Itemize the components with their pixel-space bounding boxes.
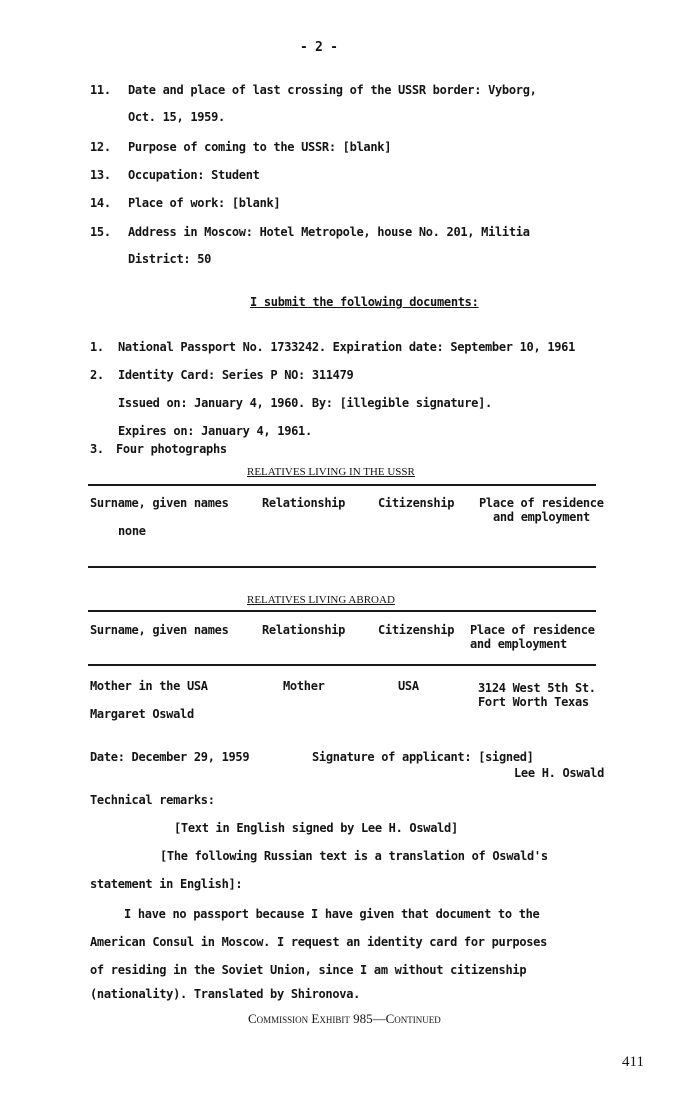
item-number: 12.: [90, 140, 111, 154]
date-line: Date: December 29, 1959: [90, 750, 250, 764]
col-header-name: Surname, given names: [90, 623, 229, 637]
statement-line: of residing in the Soviet Union, since I am without citizenship: [90, 963, 527, 977]
bracket-note-cont: statement in English]:: [90, 877, 243, 891]
item-text: Purpose of coming to the USSR: [blank]: [128, 140, 392, 154]
doc-text: Four photographs: [116, 442, 227, 456]
item-text: Address in Moscow: Hotel Metropole, house No. 201, Militia: [128, 225, 530, 239]
relative-name: Mother in the USA: [90, 679, 208, 693]
item-number: 13.: [90, 168, 111, 182]
table-rule: [88, 664, 596, 666]
item-text-cont: District: 50: [128, 252, 212, 266]
exhibit-footer: Commission Exhibit 985—Continued: [248, 1011, 441, 1026]
col-header-employment: and employment: [493, 510, 590, 524]
relative-residence: 3124 West 5th St.: [478, 681, 596, 695]
item-text: Place of work: [blank]: [128, 196, 281, 210]
statement-line: I have no passport because I have given that document to the: [124, 907, 540, 921]
signer-name: Lee H. Oswald: [514, 766, 605, 780]
page-header: - 2 -: [300, 40, 338, 55]
table-rule: [88, 610, 596, 612]
table-cell-none: none: [118, 524, 146, 538]
col-header-citizenship: Citizenship: [378, 496, 455, 510]
submit-heading: I submit the following documents:: [250, 295, 479, 309]
table-rule: [88, 484, 596, 486]
doc-subtext: Expires on: January 4, 1961.: [118, 424, 312, 438]
doc-number: 1.: [90, 340, 104, 354]
bracket-note: [The following Russian text is a translation of Oswald's: [160, 849, 548, 863]
relative-residence: Fort Worth Texas: [478, 695, 589, 709]
col-header-relationship: Relationship: [262, 623, 346, 637]
bracket-note: [Text in English signed by Lee H. Oswald]: [174, 821, 458, 835]
col-header-relationship: Relationship: [262, 496, 346, 510]
item-text-cont: Oct. 15, 1959.: [128, 110, 225, 124]
statement-line: American Consul in Moscow. I request an identity card for purposes: [90, 935, 548, 949]
col-header-employment: and employment: [470, 637, 567, 651]
table-rule: [88, 566, 596, 568]
relative-name: Margaret Oswald: [90, 707, 194, 721]
item-text: Occupation: Student: [128, 168, 260, 182]
statement-line: (nationality). Translated by Shironova.: [90, 987, 361, 1001]
signature-label: Signature of applicant: [signed]: [312, 750, 534, 764]
relative-citizenship: USA: [398, 679, 419, 693]
ussr-heading: RELATIVES LIVING IN THE USSR: [247, 466, 415, 478]
technical-remarks-label: Technical remarks:: [90, 793, 215, 807]
item-number: 14.: [90, 196, 111, 210]
page-number: 411: [622, 1054, 644, 1070]
col-header-name: Surname, given names: [90, 496, 229, 510]
item-text: Date and place of last crossing of the USSR border: Vyborg,: [128, 83, 537, 97]
doc-text: Identity Card: Series P NO: 311479: [118, 368, 354, 382]
col-header-citizenship: Citizenship: [378, 623, 455, 637]
col-header-residence: Place of residence: [479, 496, 604, 510]
item-number: 15.: [90, 225, 111, 239]
abroad-heading: RELATIVES LIVING ABROAD: [247, 594, 395, 606]
item-number: 11.: [90, 83, 111, 97]
doc-number: 3.: [90, 442, 104, 456]
doc-number: 2.: [90, 368, 104, 382]
col-header-residence: Place of residence: [470, 623, 595, 637]
doc-subtext: Issued on: January 4, 1960. By: [illegible signature].: [118, 396, 492, 410]
doc-text: National Passport No. 1733242. Expiration date: September 10, 1961: [118, 340, 576, 354]
relative-relationship: Mother: [283, 679, 325, 693]
